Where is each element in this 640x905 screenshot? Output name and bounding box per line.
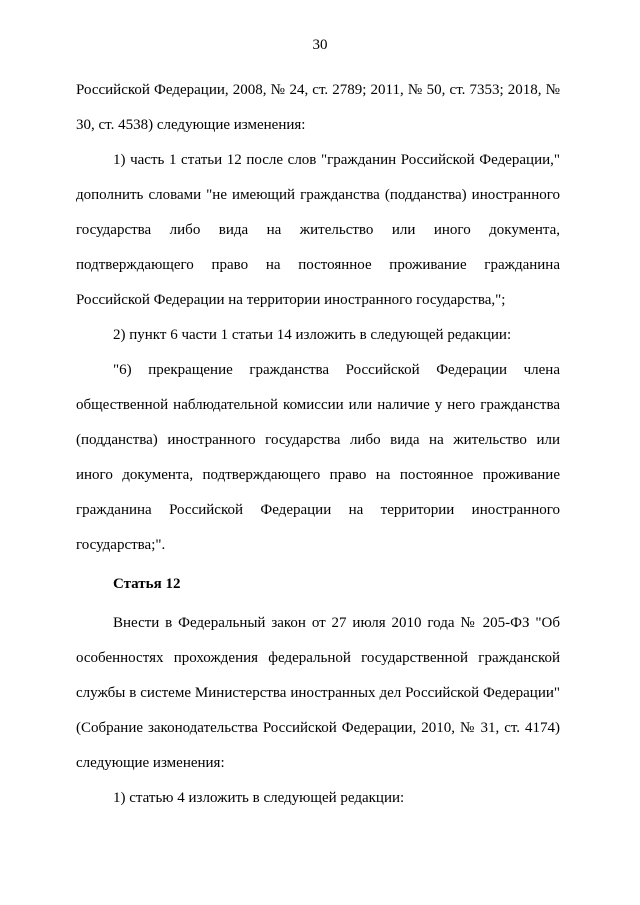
document-body [76,73,560,816]
paragraph-item-1-article-4: 1) статью 4 изложить в следующей редакции: [113,790,405,806]
paragraph-quoted-clause: "6) прекращение гражданства Российской Федерации члена общественной наблюдательной комиссии или наличие у него гражданства (подданства) иностранного государства либо вида на жительство или иного документа, подтверждающего право на постоянное проживание гражданина Российской Федерации на территории иностранного государства;". [76,362,560,553]
paragraph-intro: Внести в Федеральный закон от 27 июля 2010 года № 205-ФЗ "Об особенностях прохождения федеральной государственной гражданской службы в системе Министерства иностранных дел Российской Федерации" (Собрание законодательства Российской Федерации, 2010, № 31, ст. 4174) следующие изменения: [76,615,560,771]
page-number: 30 [312,37,328,53]
paragraph-item-1: 1) часть 1 статьи 12 после слов "гражданин Российской Федерации," дополнить словами "не имеющий гражданства (подданства) иностранного государства либо вида на жительство или иного документа, подтверждающего право на постоянное проживание гражданина Российской Федерации на территории иностранного государства,"; [76,152,560,308]
paragraph-continuation: Российской Федерации, 2008, № 24, ст. 2789; 2011, № 50, ст. 7353; 2018, № 30, ст. 4538) следующие изменения: [76,82,560,133]
article-heading: Статья 12 [113,576,181,592]
paragraph-item-2: 2) пункт 6 части 1 статьи 14 изложить в следующей редакции: [113,327,512,343]
